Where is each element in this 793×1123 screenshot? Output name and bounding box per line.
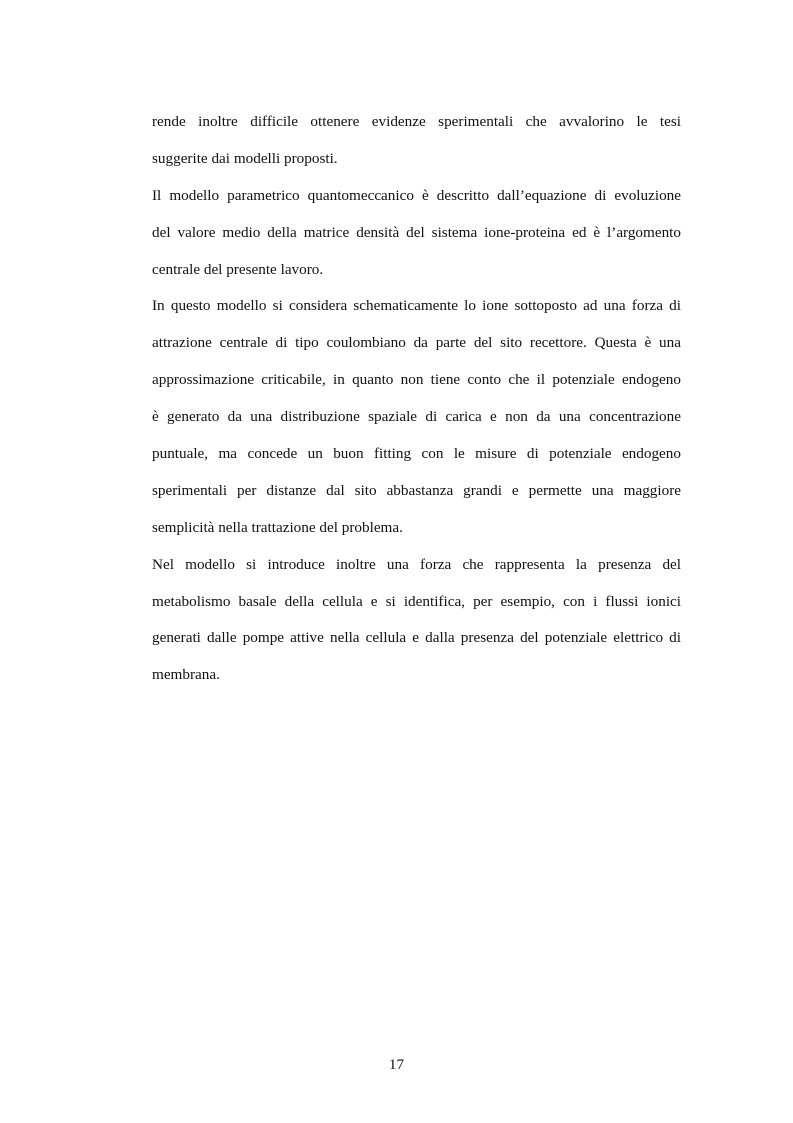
text-line: del valore medio della matrice densità del sistema ione-proteina ed è l’argomento bbox=[152, 223, 681, 241]
text-line: attrazione centrale di tipo coulombiano da parte del sito recettore. Questa è una bbox=[152, 334, 681, 352]
text-line: Nel modello si introduce inoltre una forza che rappresenta la presenza del bbox=[152, 555, 681, 573]
page-number: 17 bbox=[388, 1056, 405, 1073]
text-line: centrale del presente lavoro. bbox=[152, 260, 324, 278]
text-line: puntuale, ma concede un buon fitting con le misure di potenziale endogeno bbox=[152, 445, 681, 463]
text-line: suggerite dai modelli proposti. bbox=[152, 149, 338, 167]
text-line: approssimazione criticabile, in quanto non tiene conto che il potenziale endogeno bbox=[152, 371, 681, 389]
text-line: membrana. bbox=[152, 666, 220, 684]
body-text bbox=[152, 104, 681, 694]
text-line: sperimentali per distanze dal sito abbastanza grandi e permette una maggiore bbox=[152, 481, 681, 499]
text-line: rende inoltre difficile ottenere evidenze sperimentali che avvalorino le tesi bbox=[152, 113, 681, 130]
text-line: Il modello parametrico quantomeccanico è descritto dall’equazione di evoluzione bbox=[152, 186, 681, 204]
text-line: metabolismo basale della cellula e si identifica, per esempio, con i flussi ionici bbox=[152, 592, 681, 610]
text-line: è generato da una distribuzione spaziale di carica e non da una concentrazione bbox=[152, 408, 681, 426]
text-line: generati dalle pompe attive nella cellula e dalla presenza del potenziale elettrico di bbox=[152, 629, 681, 647]
text-line: In questo modello si considera schematicamente lo ione sottoposto ad una forza di bbox=[152, 297, 681, 315]
text-line: semplicità nella trattazione del problema. bbox=[152, 518, 403, 536]
